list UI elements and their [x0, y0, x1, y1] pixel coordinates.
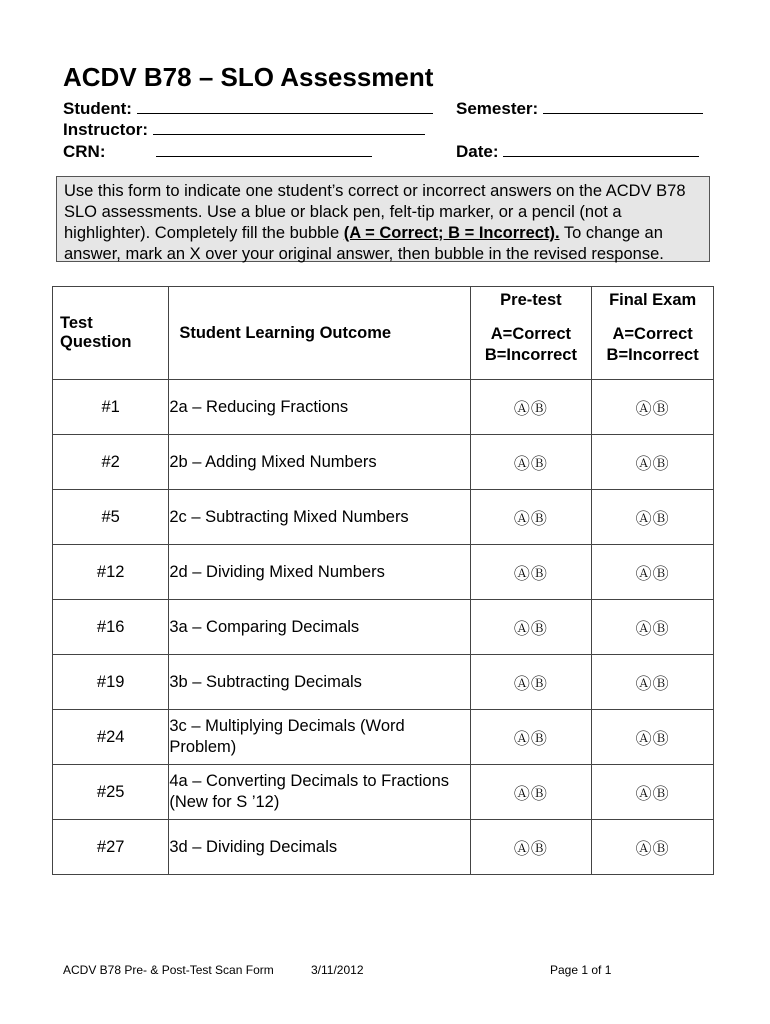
- outcome-cell: 2d – Dividing Mixed Numbers: [169, 545, 470, 600]
- final-bubbles[interactable]: ⒶⒷ: [592, 490, 714, 545]
- date-field: [456, 140, 699, 162]
- final-bubbles[interactable]: ⒶⒷ: [592, 710, 714, 765]
- pretest-bubbles[interactable]: ⒶⒷ: [470, 820, 592, 875]
- semester-line[interactable]: [543, 97, 703, 114]
- table-header-row: [53, 287, 714, 380]
- table-row: [53, 435, 714, 490]
- table-row: [53, 765, 714, 820]
- table-row: [53, 655, 714, 710]
- student-label: Student:: [63, 99, 132, 118]
- final-bubbles[interactable]: ⒶⒷ: [592, 545, 714, 600]
- outcome-cell: 3c – Multiplying Decimals (Word Problem): [169, 710, 470, 765]
- footer-form-name: ACDV B78 Pre- & Post-Test Scan Form: [63, 963, 274, 977]
- footer-page-number: Page 1 of 1: [550, 963, 612, 977]
- question-number: #19: [53, 655, 169, 710]
- instructions-text-1: Use this form to indicate one student’s correct or incorrect answers on the ACDV B78 SLO assessments. Use a blue or black pen, felt-tip marker, or a pencil (not a highlighter). Completely fill the bubble: [64, 182, 686, 242]
- header-final-exam: [592, 287, 714, 380]
- question-number: #2: [53, 435, 169, 490]
- pretest-bubbles[interactable]: ⒶⒷ: [470, 435, 592, 490]
- table-row: [53, 820, 714, 875]
- semester-label: Semester:: [456, 99, 539, 118]
- instructions-text-2: To change an answer, mark an X over your original answer, then bubble in the revised response.: [64, 224, 664, 263]
- instructions-emphasis: (A = Correct; B = Incorrect).: [343, 224, 560, 242]
- header-pretest: [470, 287, 592, 380]
- semester-field: [456, 97, 703, 119]
- final-bubbles[interactable]: ⒶⒷ: [592, 820, 714, 875]
- pretest-bubbles[interactable]: ⒶⒷ: [470, 545, 592, 600]
- question-number: #12: [53, 545, 169, 600]
- instructor-field: [63, 118, 425, 140]
- header-pretest-key-a: A=Correct: [490, 325, 572, 343]
- header-pretest-label: Pre-test: [500, 291, 562, 309]
- crn-field: [63, 140, 372, 162]
- final-bubbles[interactable]: ⒶⒷ: [592, 765, 714, 820]
- header-pretest-key-b: B=Incorrect: [484, 346, 577, 364]
- header-test-line1: Test: [60, 314, 93, 332]
- question-number: #16: [53, 600, 169, 655]
- question-number: #24: [53, 710, 169, 765]
- outcome-cell: 2c – Subtracting Mixed Numbers: [169, 490, 470, 545]
- pretest-bubbles[interactable]: ⒶⒷ: [470, 380, 592, 435]
- table-row: [53, 600, 714, 655]
- pretest-bubbles[interactable]: ⒶⒷ: [470, 710, 592, 765]
- question-number: #25: [53, 765, 169, 820]
- slo-table: [52, 286, 714, 875]
- outcome-cell: 2a – Reducing Fractions: [169, 380, 470, 435]
- page-title: ACDV B78 – SLO Assessment: [63, 62, 434, 92]
- header-test-question: [53, 287, 169, 380]
- outcome-cell: 3b – Subtracting Decimals: [169, 655, 470, 710]
- date-line[interactable]: [503, 140, 699, 157]
- table-row: [53, 545, 714, 600]
- date-label: Date:: [456, 142, 499, 161]
- question-number: #1: [53, 380, 169, 435]
- instructions-box: [56, 176, 710, 262]
- outcome-cell: 2b – Adding Mixed Numbers: [169, 435, 470, 490]
- header-final-key-a: A=Correct: [612, 325, 693, 343]
- header-outcome: Student Learning Outcome: [169, 287, 470, 380]
- final-bubbles[interactable]: ⒶⒷ: [592, 380, 714, 435]
- instructor-line[interactable]: [153, 118, 425, 135]
- student-line[interactable]: [137, 97, 433, 114]
- table-row: [53, 490, 714, 545]
- question-number: #27: [53, 820, 169, 875]
- outcome-cell: 3d – Dividing Decimals: [169, 820, 470, 875]
- crn-line[interactable]: [156, 140, 372, 157]
- question-number: #5: [53, 490, 169, 545]
- pretest-bubbles[interactable]: ⒶⒷ: [470, 655, 592, 710]
- final-bubbles[interactable]: ⒶⒷ: [592, 435, 714, 490]
- pretest-bubbles[interactable]: ⒶⒷ: [470, 490, 592, 545]
- header-final-key-b: B=Incorrect: [606, 346, 699, 364]
- crn-label: CRN:: [63, 142, 106, 161]
- table-row: [53, 710, 714, 765]
- final-bubbles[interactable]: ⒶⒷ: [592, 600, 714, 655]
- pretest-bubbles[interactable]: ⒶⒷ: [470, 600, 592, 655]
- footer-date: 3/11/2012: [311, 963, 364, 977]
- table-row: [53, 380, 714, 435]
- header-final-label: Final Exam: [609, 291, 697, 309]
- header-test-line2: Question: [60, 333, 132, 351]
- outcome-cell: 3a – Comparing Decimals: [169, 600, 470, 655]
- final-bubbles[interactable]: ⒶⒷ: [592, 655, 714, 710]
- outcome-cell: 4a – Converting Decimals to Fractions (New for S ’12): [169, 765, 470, 820]
- student-field: [63, 97, 433, 119]
- pretest-bubbles[interactable]: ⒶⒷ: [470, 765, 592, 820]
- instructor-label: Instructor:: [63, 120, 148, 139]
